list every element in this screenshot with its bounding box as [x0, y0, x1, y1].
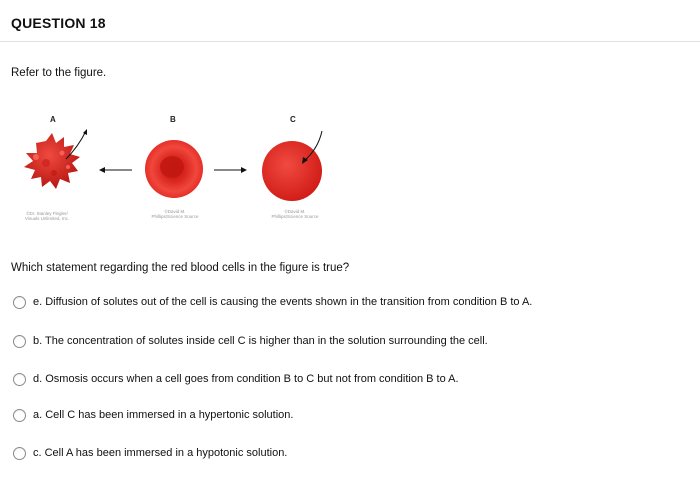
radio-button[interactable]	[13, 447, 26, 460]
answer-option-a[interactable]	[13, 405, 293, 425]
answer-option-label: e. Diffusion of solutes out of the cell is causing the events shown in the transition from condition B to A.	[33, 296, 533, 308]
radio-button[interactable]	[13, 335, 26, 348]
figure-credit-a: ©Dr. Stanley Flegler/ Visuals Unlimited, Inc.	[24, 211, 70, 221]
crenated-cell-image	[6, 123, 106, 213]
answer-option-b[interactable]	[13, 331, 488, 351]
answer-option-label: a. Cell C has been immersed in a hypertonic solution.	[33, 409, 294, 421]
arrow-left-icon	[98, 165, 134, 175]
arrow-right-icon	[212, 165, 248, 175]
answer-option-d[interactable]	[13, 369, 459, 389]
answer-option-label: d. Osmosis occurs when a cell goes from condition B to C but not from condition B to A.	[33, 373, 459, 385]
figure-label-c: C	[290, 115, 296, 124]
answer-option-label: c. Cell A has been immersed in a hypotonic solution.	[33, 447, 288, 459]
answer-option-label: b. The concentration of solutes inside cell C is higher than in the solution surrounding the cell.	[33, 335, 488, 347]
normal-cell-image	[138, 133, 210, 205]
figure-credit-c: ©David M. Phillips/Science Source	[271, 209, 319, 219]
radio-button[interactable]	[13, 373, 26, 386]
figure-label-a: A	[50, 115, 56, 124]
question-title: QUESTION 18	[11, 15, 106, 31]
answer-option-c[interactable]	[13, 443, 287, 463]
question-stem: Which statement regarding the red blood cells in the figure is true?	[11, 262, 350, 274]
radio-button[interactable]	[13, 296, 26, 309]
swollen-cell-image	[252, 127, 342, 207]
figure-credit-b: ©David M. Phillips/Science Source	[151, 209, 199, 219]
figure-label-b: B	[170, 115, 176, 124]
question-header	[0, 0, 700, 42]
rbc-figure	[0, 105, 360, 235]
question-prompt: Refer to the figure.	[11, 67, 107, 79]
radio-button[interactable]	[13, 409, 26, 422]
answer-option-e[interactable]	[13, 292, 532, 312]
